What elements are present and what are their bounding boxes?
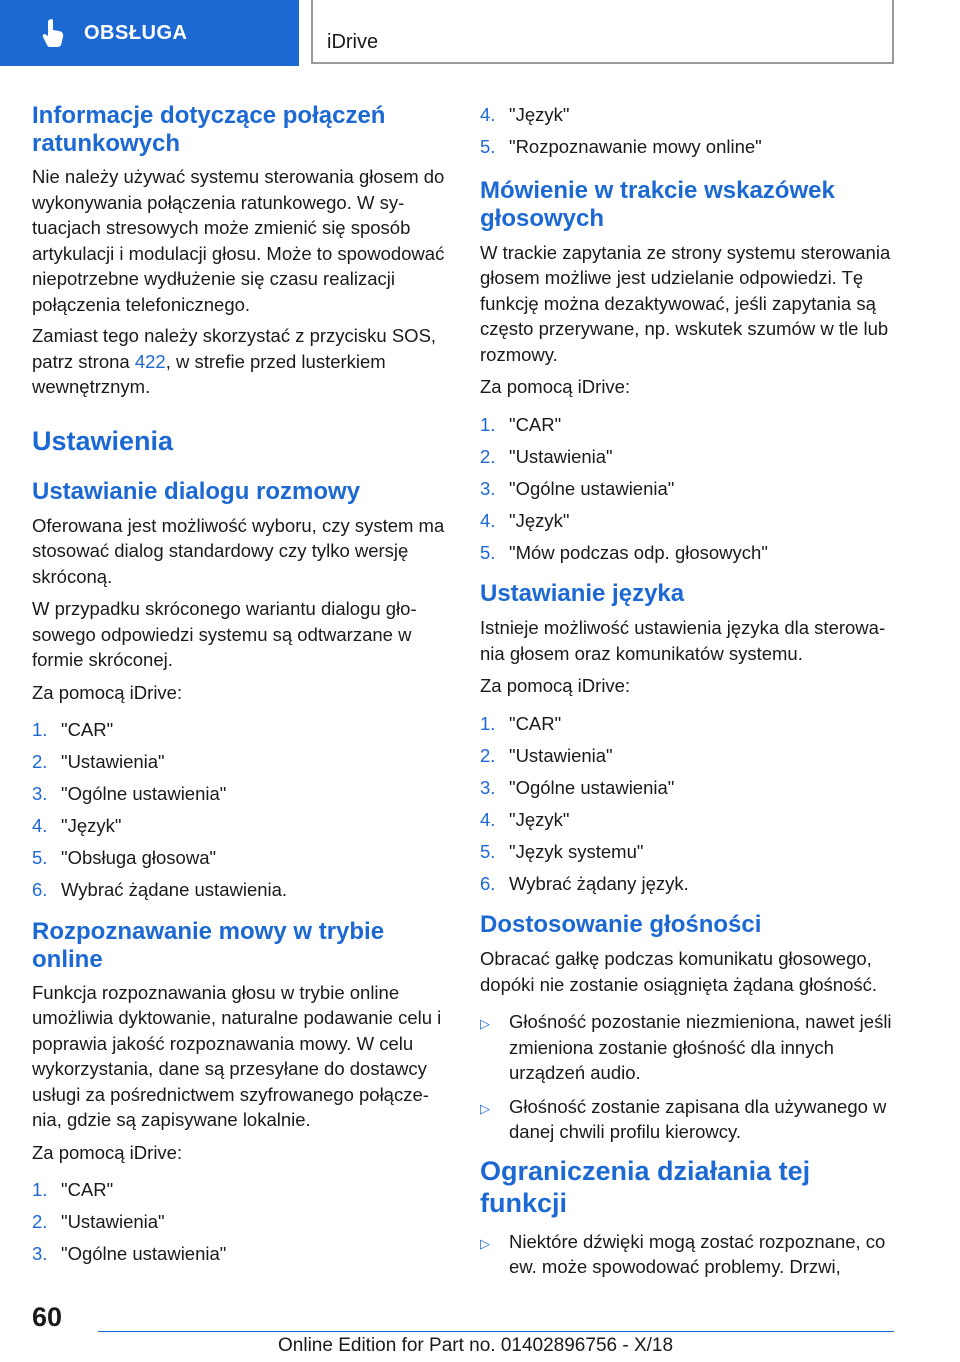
step-number: 4. <box>32 815 48 836</box>
step-number: 5. <box>32 847 48 868</box>
bullet-triangle-icon: ▷ <box>480 1100 490 1116</box>
list-item <box>32 877 446 903</box>
online-idrive-label: Za pomocą iDrive: <box>32 1141 183 1163</box>
step-number: 1. <box>32 1179 48 1200</box>
step-number: 6. <box>32 879 48 900</box>
step-text: Wybrać żądane ustawienia. <box>61 879 288 900</box>
step-text: "Język" <box>509 509 570 531</box>
step-text: "CAR" <box>61 1179 114 1200</box>
language-paragraph: Istnieje możliwość ustawienia języka dla sterowania głosem oraz komunikatów systemu. <box>480 617 886 664</box>
step-number: 4. <box>480 104 496 125</box>
step-number: 2. <box>480 744 496 766</box>
step-text: "Ustawienia" <box>509 744 613 766</box>
step-number: 1. <box>480 413 496 435</box>
list-item <box>480 102 894 128</box>
step-text: "CAR" <box>509 413 562 435</box>
step-number: 4. <box>480 509 496 531</box>
list-item <box>480 540 894 566</box>
online-recognition-paragraph: Funkcja rozpoznawania głosu w trybie online umożliwia dyktowanie, naturalne podawanie celu i poprawia jakość rozpoznawania mowy. W celu wykorzystania, dane są przesyłane do dostawcy usługi za pośrednictwem szyfrowanego połączenia, gdzie są zapisywane lokalnie. <box>32 981 442 1130</box>
dialog-setting-heading: Ustawianie dialogu rozmowy <box>32 477 361 505</box>
bullet-triangle-icon: ▷ <box>480 1016 490 1031</box>
barge-in-heading: Mówienie w trakcie wskazówek głosowych <box>480 176 835 232</box>
right-column <box>480 102 894 1288</box>
list-item <box>480 711 894 737</box>
step-text: "Rozpoznawanie mowy online" <box>509 136 762 157</box>
list-item <box>480 775 894 801</box>
step-number: 3. <box>32 783 48 804</box>
step-text: "Ogólne ustawienia" <box>61 783 227 804</box>
list-item <box>480 839 894 865</box>
list-item <box>32 781 446 807</box>
step-text: "Język" <box>61 815 122 836</box>
chapter-tab[interactable] <box>311 0 894 64</box>
online-recognition-heading: Rozpoznawanie mowy w trybie online <box>32 917 385 973</box>
step-number: 4. <box>480 808 496 830</box>
list-item <box>480 476 894 502</box>
step-text: "Ogólne ustawienia" <box>61 1243 227 1264</box>
online-steps <box>32 1177 446 1267</box>
left-column <box>32 102 446 1273</box>
sos-paragraph <box>32 323 446 400</box>
list-item <box>480 1094 894 1145</box>
bullet-triangle-icon: ▷ <box>480 1235 490 1251</box>
list-item <box>480 508 894 534</box>
dialog-paragraph-1: Oferowana jest możliwość wyboru, czy system ma stosować dialog standardowy czy tylko wersję skróconą. <box>32 514 445 587</box>
step-number: 3. <box>480 477 496 499</box>
step-number: 3. <box>32 1243 48 1264</box>
emergency-calls-paragraph: Nie należy używać systemu sterowania głosem do wykonywania połączenia ratunkowego. W sytuacjach stresowych może zmienić się sposób artykulacji i modulacji głosu. Może to spowodować niepotrzebne wydłużenie się czasu realizacji połączenia telefonicznego. <box>32 166 445 315</box>
dialog-paragraph-2: W przypadku skróconego wariantu dialogu głosowego odpowiedzi systemu są odtwarzane w formie skróconej. <box>32 598 417 670</box>
footer-edition <box>278 1335 673 1357</box>
list-item <box>480 412 894 438</box>
step-number: 5. <box>480 541 496 563</box>
barge-in-idrive-label: Za pomocą iDrive: <box>480 376 631 397</box>
online-steps-continued <box>480 102 894 160</box>
list-item <box>32 1209 446 1235</box>
step-number: 5. <box>480 136 496 157</box>
limitations-heading: Ograniczenia działania tej funkcji <box>480 1155 811 1218</box>
step-text: "Ogólne ustawienia" <box>509 776 675 798</box>
barge-in-paragraph: W trackie zapytania ze strony systemu sterowania głosem możliwe jest udzielanie odpowiedzi. Tę funkcję można dezaktywować, jeśli zapytania są często przerywane, np. wskutek szumów w tle lub rozmowy. <box>480 241 891 365</box>
step-text: "Język systemu" <box>509 840 644 862</box>
section-tab-label: OBSŁUGA <box>84 21 188 44</box>
step-text: "Ustawienia" <box>61 751 165 772</box>
page-link[interactable]: 422 <box>134 350 166 372</box>
step-number: 2. <box>32 751 48 772</box>
step-text: "Ogólne ustawienia" <box>509 477 675 499</box>
list-item <box>32 717 446 743</box>
section-tab[interactable] <box>0 0 299 66</box>
pointing-hand-icon <box>40 18 66 48</box>
settings-heading: Ustawienia <box>32 425 174 456</box>
list-item <box>32 1177 446 1203</box>
list-item <box>32 845 446 871</box>
step-number: 1. <box>480 712 496 734</box>
volume-bullets <box>480 1009 894 1145</box>
dialog-steps <box>32 717 446 903</box>
page-header <box>0 0 960 66</box>
sos-text-a: Zamiast tego należy skorzystać z przycisku SOS, patrz strona <box>32 325 437 372</box>
step-number: 2. <box>32 1211 48 1232</box>
barge-in-steps <box>480 412 894 566</box>
step-text: "Ustawienia" <box>509 445 613 467</box>
step-text: "CAR" <box>61 719 114 740</box>
chapter-tab-label: iDrive <box>327 31 379 53</box>
bullet-text: Głośność zostanie zapisana dla używanego w danej chwili profilu kierowcy. <box>509 1095 887 1142</box>
sos-text-b: , w strefie przed lusterkiem wewnętrznym. <box>32 350 386 397</box>
step-text: "Język" <box>509 808 570 830</box>
list-item <box>480 807 894 833</box>
limitations-bullets <box>480 1229 894 1280</box>
step-number: 2. <box>480 445 496 467</box>
list-item <box>32 1241 446 1267</box>
list-item <box>480 743 894 769</box>
step-text: Wybrać żądany język. <box>509 872 689 894</box>
step-text: "Język" <box>509 104 570 125</box>
bullet-text: Niektóre dźwięki mogą zostać rozpoznane, co ew. może spowodować problemy. Drzwi, <box>509 1230 886 1277</box>
language-heading: Ustawianie języka <box>480 580 685 607</box>
step-text: "Ustawienia" <box>61 1211 165 1232</box>
step-text: "Mów podczas odp. głosowych" <box>509 541 768 563</box>
dialog-paragraph-3: Za pomocą iDrive: <box>32 681 183 703</box>
step-text: "CAR" <box>509 712 562 734</box>
volume-heading: Dostosowanie głośności <box>480 911 762 938</box>
volume-paragraph: Obracać gałkę podczas komunikatu głosowego, dopóki nie zostanie osiągnięta żądana głośność. <box>480 948 878 995</box>
bullet-text: Głośność pozostanie niezmieniona, nawet jeśli zmieniona zostanie głośność dla innych urządzeń audio. <box>509 1011 892 1083</box>
language-steps <box>480 711 894 897</box>
list-item <box>480 444 894 470</box>
list-item <box>480 1009 894 1086</box>
page-number: 60 <box>32 1302 63 1332</box>
step-text: "Obsługa głosowa" <box>61 847 217 868</box>
footer-divider <box>98 1331 894 1332</box>
emergency-calls-heading: Informacje dotyczące połączeń ratunkowych <box>32 102 386 157</box>
step-number: 3. <box>480 776 496 798</box>
step-number: 5. <box>480 840 496 862</box>
step-number: 1. <box>32 719 48 740</box>
list-item <box>480 1229 894 1280</box>
step-number: 6. <box>480 872 496 894</box>
list-item <box>32 749 446 775</box>
list-item <box>480 134 894 160</box>
list-item <box>32 813 446 839</box>
edition-text: Online Edition for Part no. 01402896756 - X/18 <box>278 1335 674 1356</box>
language-idrive-label: Za pomocą iDrive: <box>480 675 631 696</box>
list-item <box>480 871 894 897</box>
